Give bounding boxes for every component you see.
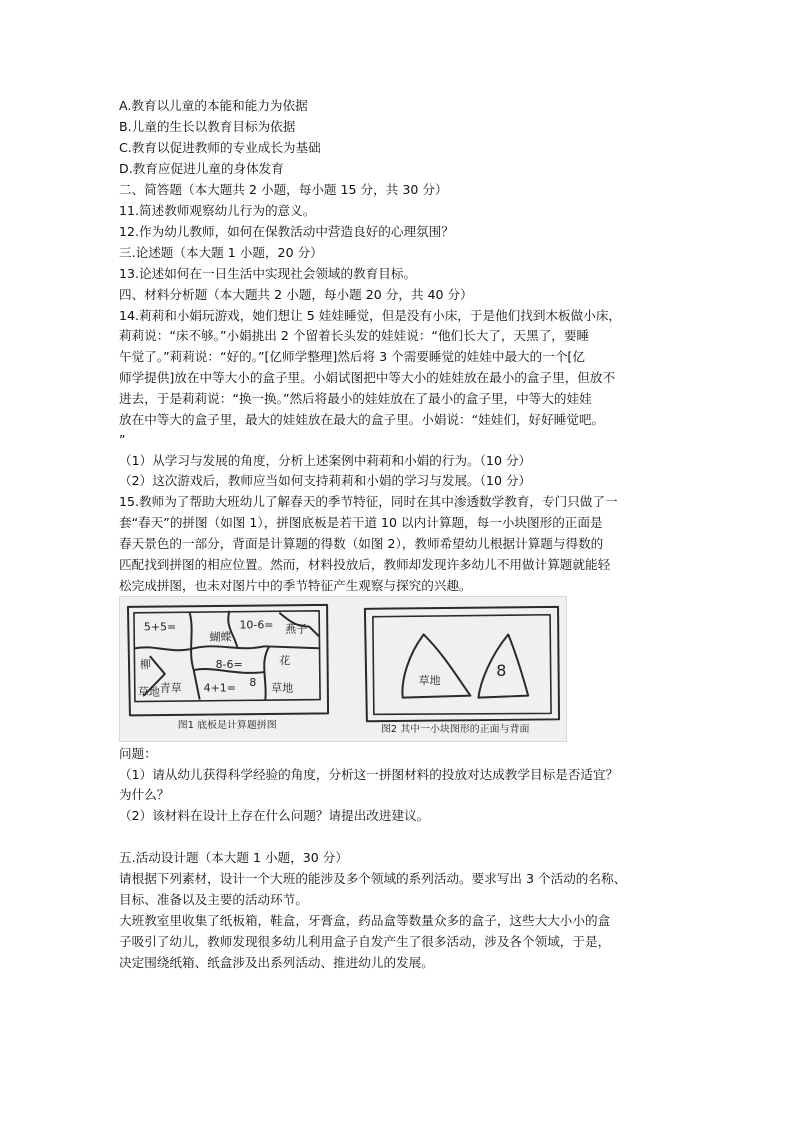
question-15-sub-2: （2）该材料在设计上存在什么问题？请提出改进建议。 <box>119 808 430 823</box>
section-heading-4: 四、材料分析题（本大题共 2 小题，每小题 20 分，共 40 分） <box>119 287 473 302</box>
fig1-cell-text: 草地 <box>271 681 294 695</box>
section-heading-2: 二、简答题（本大题共 2 小题，每小题 15 分，共 30 分） <box>119 182 448 197</box>
question-14-sub-2: （2）这次游戏后，教师应当如何支持莉莉和小娟的学习与发展。（10 分） <box>119 473 532 488</box>
fig2-piece-word: 草地 <box>418 673 441 687</box>
option-d: D.教育应促进儿童的身体发育 <box>119 161 284 176</box>
fig1-cell-text: 青草 <box>159 681 182 695</box>
puzzle-sketch <box>120 597 566 741</box>
question-14-line: 14.莉莉和小娟玩游戏，她们想让 5 娃娃睡觉，但是没有小床，于是他们找到木板做小床， <box>119 308 622 323</box>
question-15-line: 松完成拼图，也未对图片中的季节特征产生观察与探究的兴趣。 <box>119 578 472 593</box>
fig1-cell-text: 8-6= <box>215 658 243 671</box>
question-15-line: 15.教师为了帮助大班幼儿了解春天的季节特征，同时在其中渗透数学教育，专门只做了一 <box>119 494 618 509</box>
question-14-line: 师学提供]放在中等大小的盒子里。小娟试图把中等大小的娃娃放在最小的盒子里，但放不 <box>119 370 616 385</box>
question-14-line: 进去，于是莉莉说：“换一换。”然后将最小的娃娃放在了最小的盒子里，中等大的娃娃 <box>119 391 592 406</box>
fig2-piece-number: 8 <box>496 660 507 680</box>
fig2-board-outline <box>365 607 559 721</box>
fig1-cell-text: 柳 <box>139 658 151 671</box>
fig1-cell-text: 蝴蝶 <box>209 630 232 644</box>
option-b: B.儿童的生长以教育目标为依据 <box>119 119 296 134</box>
fig2-inner-frame <box>373 615 551 715</box>
fig1-cell-text: 花 <box>279 654 291 668</box>
question-15-sub-1: （1）请从幼儿获得科学经验的角度，分析这一拼图材料的投放对达成教学目标是否适宜？ <box>119 767 619 782</box>
question-14-line: 放在中等大的盒子里，最大的娃娃放在最大的盒子里。小娟说：“娃娃们，好好睡觉吧。 <box>119 412 605 427</box>
option-a: A.教育以儿童的本能和能力为依据 <box>119 98 308 113</box>
question-13: 13.论述如何在一日生活中实现社会领域的教育目标。 <box>119 266 417 281</box>
fig1-cell-text: 4+1= <box>203 681 236 695</box>
fig1-cut-line <box>135 646 319 650</box>
question-14-sub-1: （1）从学习与发展的角度，分析上述案例中莉莉和小娟的行为。（10 分） <box>119 453 532 468</box>
design-material-line: 决定围绕纸箱、纸盒涉及出系列活动、推进幼儿的发展。 <box>119 955 434 970</box>
fig1-cell-text: 8 <box>249 675 257 689</box>
fig2-piece-front <box>402 634 470 697</box>
question-15-line: 匹配找到拼图的相应位置。然而，材料投放后，教师却发现许多幼儿不用做计算题就能轻 <box>119 557 611 572</box>
section-heading-3: 三.论述题（本大题 1 小题，20 分） <box>119 245 323 260</box>
question-11: 11.简述教师观察幼儿行为的意义。 <box>119 203 316 218</box>
design-material-line: 大班教室里收集了纸板箱，鞋盒，牙膏盒，药品盒等数量众多的盒子，这些大大小小的盒 <box>119 913 611 928</box>
option-c: C.教育以促进教师的专业成长为基础 <box>119 140 321 155</box>
design-task-line: 目标、准备以及主要的活动环节。 <box>119 892 308 907</box>
fig1-cell-text: 草地 <box>137 685 160 699</box>
question-14-line: 午觉了。”莉莉说：“好的。”[亿师学整理]然后将 3 个需要睡觉的娃娃中最大的一个[亿 <box>119 349 585 364</box>
fig1-cell-text: 5+5= <box>143 620 177 634</box>
puzzle-figure-photo <box>119 596 567 742</box>
question-15-sub-1-cont: 为什么？ <box>119 787 170 802</box>
fig1-cut-line <box>190 613 200 700</box>
question-12: 12.作为幼儿教师，如何在保教活动中营造良好的心理氛围？ <box>119 224 454 239</box>
section-heading-5: 五.活动设计题（本大题 1 小题，30 分） <box>119 850 348 865</box>
question-15-line: 套“春天”的拼图（如图 1），拼图底板是若干道 10 以内计算题，每一小块图形的正面是 <box>119 515 603 530</box>
fig1-cell-text: 10-6= <box>239 618 274 632</box>
fig1-caption: 图1 底板是计算题拼图 <box>177 720 277 732</box>
design-task-line: 请根据下列素材，设计一个大班的能涉及多个领域的系列活动。要求写出 3 个活动的名称、 <box>119 871 627 886</box>
fig2-caption: 图2 其中一小块图形的正面与背面 <box>380 724 530 736</box>
question-15-line: 春天景色的一部分，背面是计算题的得数（如图 2），教师希望幼儿根据计算题与得数的 <box>119 536 604 551</box>
question-14-line: 莉莉说：“床不够。”小娟挑出 2 个留着长头发的娃娃说：“他们长大了，天黑了，要睡 <box>119 328 590 343</box>
fig1-cell-text: 燕子 <box>285 622 308 636</box>
question-14-line: ” <box>119 432 126 447</box>
questions-label: 问题： <box>119 746 157 761</box>
design-material-line: 子吸引了幼儿，教师发现很多幼儿利用盒子自发产生了很多活动，涉及各个领域，于是， <box>119 934 611 949</box>
